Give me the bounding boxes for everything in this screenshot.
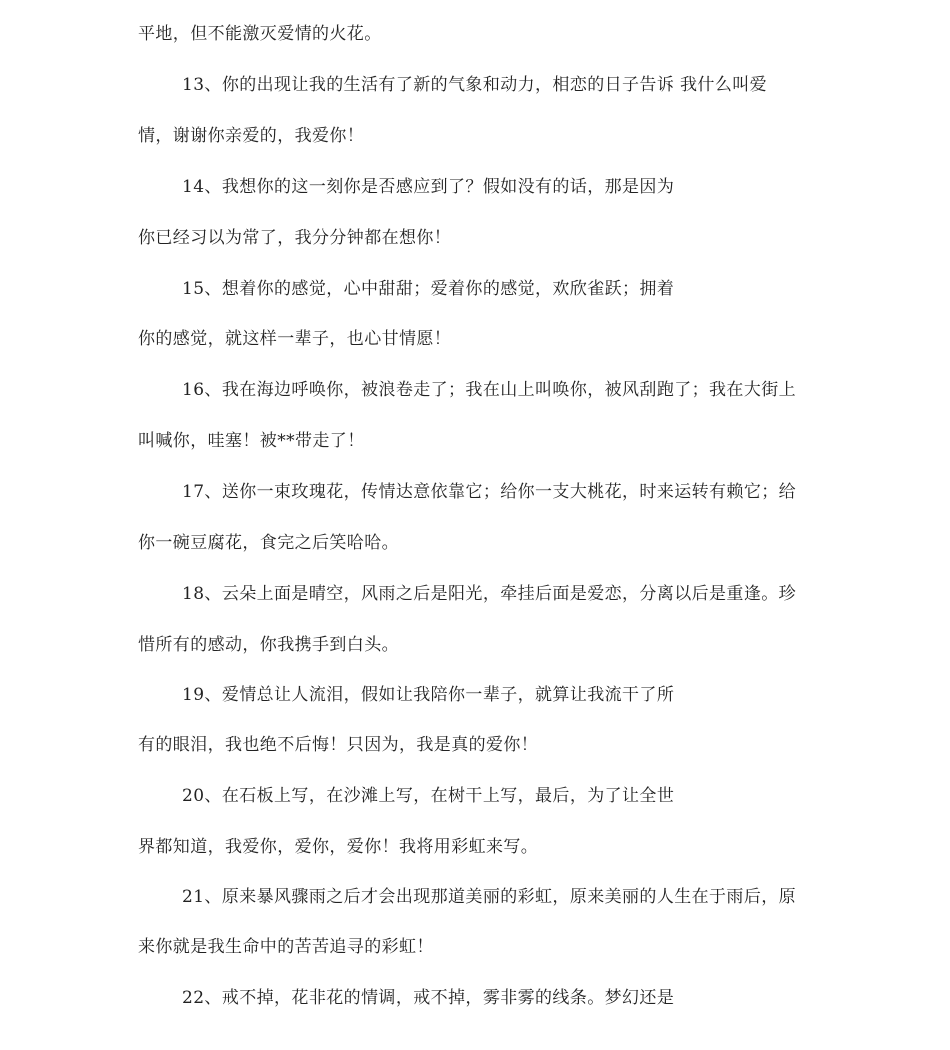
- paragraph-21-line-2: 来你就是我生命中的苦苦追寻的彩虹！: [138, 937, 434, 957]
- paragraph-13-line-2: 情，谢谢你亲爱的，我爱你！: [138, 126, 365, 146]
- paragraph-18-line-2: 惜所有的感动，你我携手到白头。: [138, 635, 399, 655]
- paragraph-20-line-1: 20、在石板上写，在沙滩上写，在树干上写，最后，为了让全世: [182, 786, 675, 806]
- paragraph-17-line-1: 17、送你一束玫瑰花，传情达意依靠它；给你一支大桃花，时来运转有赖它；给: [182, 482, 797, 502]
- paragraph-16-line-2: 叫喊你，哇塞！被**带走了！: [138, 431, 365, 451]
- paragraph-22-line-1: 22、戒不掉，花非花的情调，戒不掉，雾非雾的线条。梦幻还是: [182, 988, 675, 1008]
- paragraph-19-line-2: 有的眼泪，我也绝不后悔！只因为，我是真的爱你！: [138, 735, 539, 755]
- paragraph-13-line-1: 13、你的出现让我的生活有了新的气象和动力，相恋的日子告诉 我什么叫爱: [182, 75, 768, 95]
- paragraph-16-line-1: 16、我在海边呼唤你，被浪卷走了；我在山上叫唤你，被风刮跑了；我在大街上: [182, 380, 797, 400]
- paragraph-19-line-1: 19、爱情总让人流泪，假如让我陪你一辈子，就算让我流干了所: [182, 685, 675, 705]
- paragraph-15-line-1: 15、想着你的感觉，心中甜甜；爱着你的感觉，欢欣雀跃；拥着: [182, 279, 675, 299]
- paragraph-14-line-1: 14、我想你的这一刻你是否感应到了？假如没有的话，那是因为: [182, 177, 675, 197]
- paragraph-18-line-1: 18、云朵上面是晴空，风雨之后是阳光，牵挂后面是爱恋，分离以后是重逢。珍: [182, 584, 797, 604]
- paragraph-15-line-2: 你的感觉，就这样一辈子，也心甘情愿！: [138, 329, 452, 349]
- text-line: 平地，但不能激灭爱情的火花。: [138, 24, 382, 44]
- paragraph-20-line-2: 界都知道，我爱你，爱你，爱你！我将用彩虹来写。: [138, 837, 539, 857]
- paragraph-14-line-2: 你已经习以为常了，我分分钟都在想你！: [138, 228, 452, 248]
- paragraph-21-line-1: 21、原来暴风骤雨之后才会出现那道美丽的彩虹，原来美丽的人生在于雨后，原: [182, 887, 797, 907]
- paragraph-17-line-2: 你一碗豆腐花，食完之后笑哈哈。: [138, 533, 399, 553]
